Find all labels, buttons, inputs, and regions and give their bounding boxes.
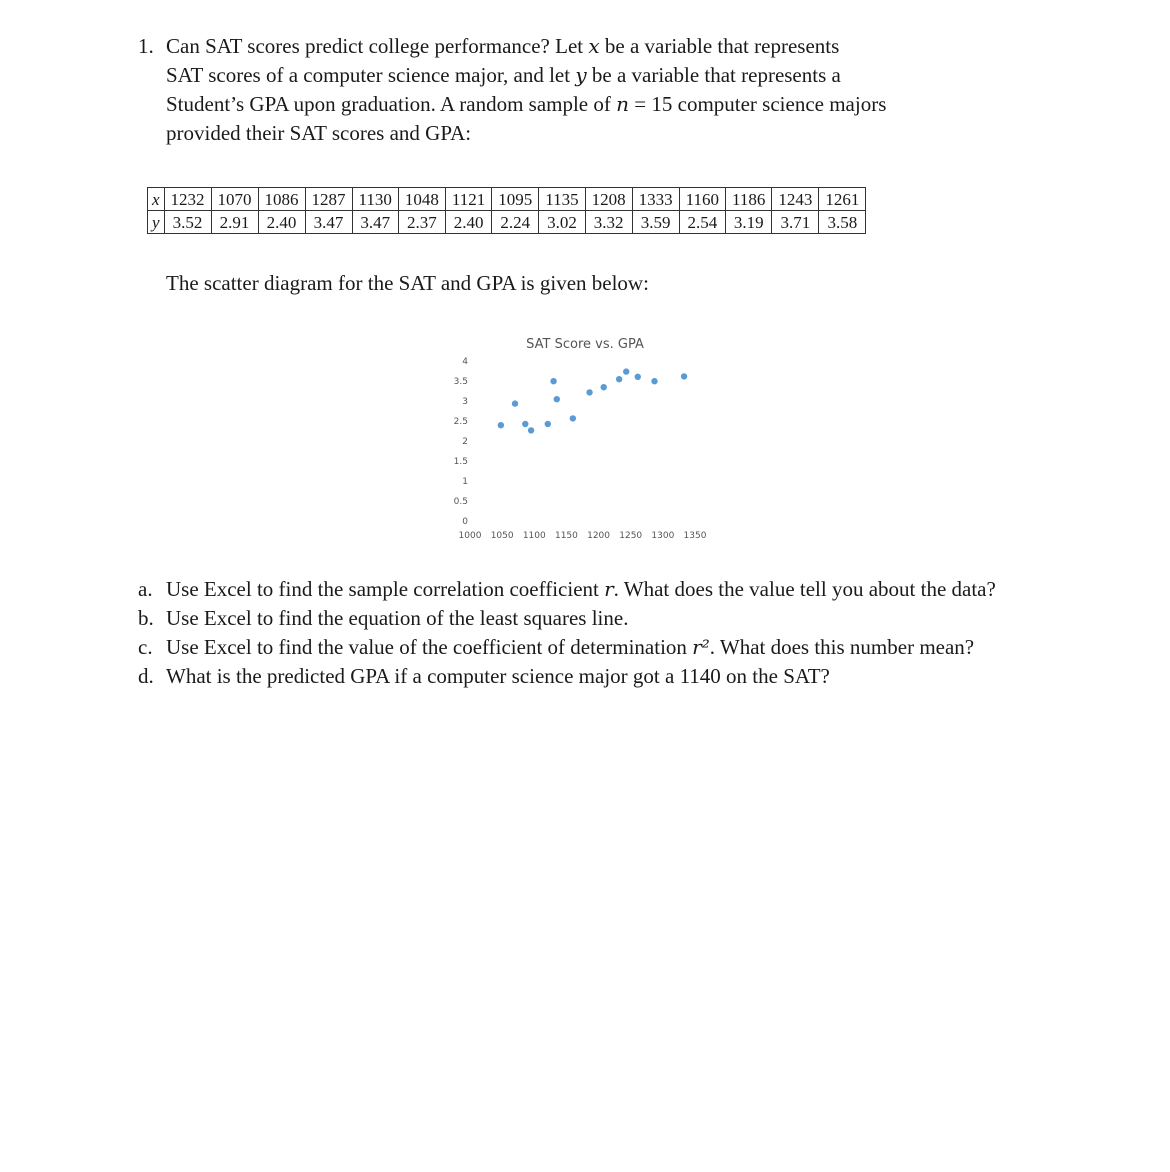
question-text: What is the predicted GPA if a computer science major got a 1140 on the SAT?: [166, 664, 830, 688]
question-variable: r: [604, 577, 614, 601]
data-point: [601, 384, 607, 390]
y-tick-label: 3.5: [453, 377, 468, 387]
question-c: [138, 633, 1038, 662]
y-tick-label: 1.5: [453, 457, 468, 467]
gpa-cell: 3.52: [164, 211, 211, 234]
row-header-y: y: [148, 211, 165, 234]
sat-score-cell: 1121: [445, 188, 491, 211]
scatter-chart: [440, 330, 730, 550]
gpa-cell: 3.19: [726, 211, 772, 234]
gpa-cell: 3.58: [819, 211, 866, 234]
sat-score-cell: 1135: [539, 188, 585, 211]
data-point: [498, 422, 504, 428]
gpa-cell: 2.24: [492, 211, 539, 234]
gpa-cell: 2.40: [258, 211, 305, 234]
gpa-cell: 2.40: [445, 211, 491, 234]
sat-score-cell: 1130: [352, 188, 398, 211]
data-point: [554, 396, 560, 402]
data-point: [528, 427, 534, 433]
question-variable: r²: [692, 635, 710, 659]
gpa-cell: 3.32: [585, 211, 632, 234]
data-point: [681, 373, 687, 379]
data-point: [545, 421, 551, 427]
problem-number: 1.: [138, 34, 154, 58]
question-text: . What does the value tell you about the data?: [613, 577, 996, 601]
sat-score-cell: 1243: [772, 188, 819, 211]
gpa-cell: 2.91: [211, 211, 258, 234]
sat-score-cell: 1095: [492, 188, 539, 211]
data-point: [623, 368, 629, 374]
scatter-intro: The scatter diagram for the SAT and GPA is given below:: [166, 271, 649, 295]
gpa-cell: 3.47: [352, 211, 398, 234]
y-tick-label: 3: [462, 397, 468, 407]
sat-score-cell: 1070: [211, 188, 258, 211]
table-row-y: [148, 211, 866, 234]
problem-line-3: Student’s GPA upon graduation. A random sample of n = 15 computer science majors: [166, 92, 887, 116]
sat-score-cell: 1287: [305, 188, 352, 211]
gpa-cell: 2.54: [679, 211, 725, 234]
sat-gpa-table: [147, 187, 866, 234]
row-header-x: x: [148, 188, 165, 211]
data-point: [635, 374, 641, 380]
problem-body: [166, 32, 1018, 148]
y-tick-label: 2: [462, 437, 468, 447]
gpa-cell: 3.02: [539, 211, 585, 234]
question-label: d.: [138, 664, 154, 688]
sat-score-cell: 1333: [632, 188, 679, 211]
sat-score-cell: 1048: [398, 188, 445, 211]
question-text: Use Excel to find the sample correlation coefficient: [166, 577, 605, 601]
variable-y: y: [575, 63, 587, 87]
gpa-cell: 2.37: [398, 211, 445, 234]
question-text: . What does this number mean?: [709, 635, 975, 659]
x-tick-label: 1150: [554, 531, 578, 541]
data-point: [550, 378, 556, 384]
problem-line-2: SAT scores of a computer science major, and let y be a variable that represents a: [166, 63, 841, 87]
x-axis-ticks: [459, 531, 707, 541]
gpa-cell: 3.71: [772, 211, 819, 234]
sat-score-cell: 1261: [819, 188, 866, 211]
x-tick-label: 1250: [619, 531, 643, 541]
chart-title: SAT Score vs. GPA: [526, 337, 644, 352]
sat-score-cell: 1160: [679, 188, 725, 211]
sample-size: 15: [651, 92, 673, 116]
variable-n: n: [616, 92, 630, 116]
y-tick-label: 0: [462, 517, 468, 527]
problem-line-4: provided their SAT scores and GPA:: [166, 121, 472, 145]
variable-x: x: [588, 34, 600, 58]
sat-score-cell: 1186: [726, 188, 772, 211]
question-b: [138, 604, 1038, 633]
data-point: [651, 378, 657, 384]
table-row-x: [148, 188, 866, 211]
data-point: [616, 376, 622, 382]
sat-score-cell: 1208: [585, 188, 632, 211]
y-tick-label: 4: [462, 357, 468, 367]
data-point: [570, 415, 576, 421]
scatter-points: [498, 368, 688, 433]
x-tick-label: 1350: [683, 531, 707, 541]
sat-score-cell: 1086: [258, 188, 305, 211]
data-point: [586, 389, 592, 395]
question-label: c.: [138, 635, 153, 659]
problem-statement: [138, 32, 1018, 148]
gpa-cell: 3.47: [305, 211, 352, 234]
x-tick-label: 1100: [522, 531, 546, 541]
question-text: Use Excel to find the value of the coefficient of determination: [166, 635, 693, 659]
gpa-cell: 3.59: [632, 211, 679, 234]
x-tick-label: 1050: [490, 531, 514, 541]
sat-score-cell: 1232: [164, 188, 211, 211]
y-tick-label: 2.5: [453, 417, 468, 427]
question-text: Use Excel to find the equation of the least squares line.: [166, 606, 629, 630]
scatter-chart-svg: [440, 330, 730, 550]
data-point: [512, 400, 518, 406]
question-label: b.: [138, 606, 154, 630]
question-a: [138, 575, 1038, 604]
x-tick-label: 1200: [587, 531, 611, 541]
question-list: [138, 575, 1038, 691]
x-tick-label: 1000: [458, 531, 482, 541]
y-tick-label: 1: [462, 477, 468, 487]
y-tick-label: 0.5: [453, 497, 468, 507]
problem-line-1: Can SAT scores predict college performance? Let x be a variable that represents: [166, 34, 840, 58]
question-label: a.: [138, 577, 153, 601]
y-axis-ticks: [454, 357, 469, 527]
question-d: [138, 662, 1038, 691]
data-point: [522, 421, 528, 427]
x-tick-label: 1300: [651, 531, 675, 541]
